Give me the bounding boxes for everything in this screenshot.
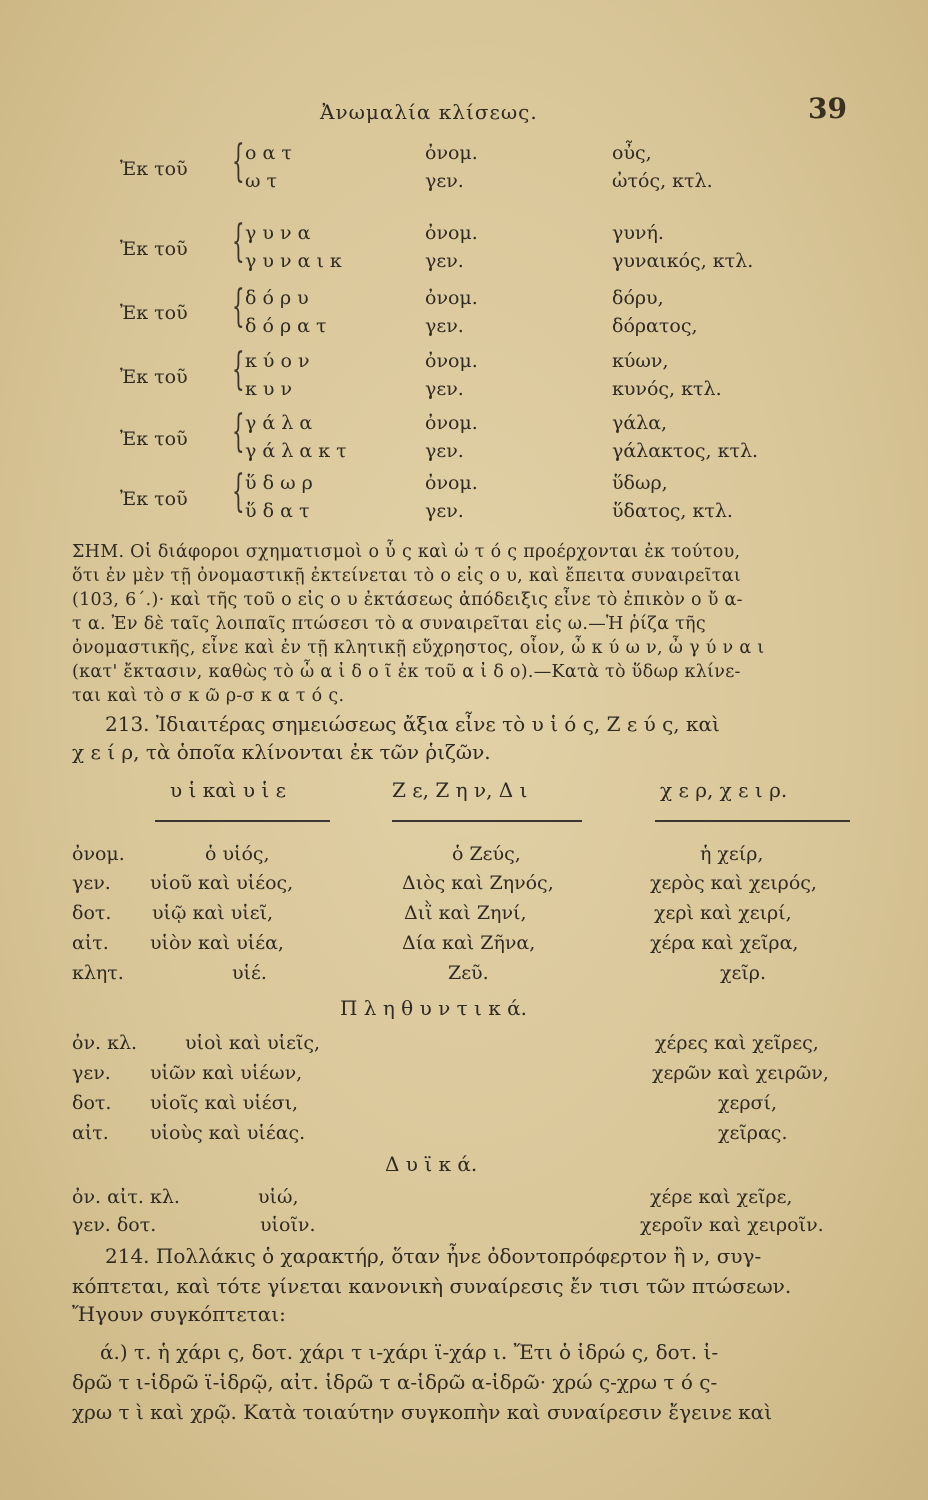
section-214-line: 214. Πολλάκις ὁ χαρακτήρ, ὅταν ἦνε ὀδοντοπρόφερτον ἢ ν, συγ- bbox=[105, 1244, 762, 1268]
form: δόρυ, bbox=[612, 287, 664, 309]
son-form: υἱοὺς καὶ υἱέας. bbox=[150, 1122, 306, 1144]
stem: δ ό ρ υ bbox=[245, 287, 309, 309]
case-label: γεν. bbox=[72, 1062, 111, 1084]
case-label: δοτ. bbox=[72, 1092, 112, 1114]
hand-form: χεῖρας. bbox=[718, 1122, 788, 1144]
zeus-form: Διῒ καὶ Ζηνί, bbox=[404, 902, 527, 924]
stem: κ υ ν bbox=[245, 378, 293, 400]
divider bbox=[655, 820, 850, 822]
case-label: ὀν. αἰτ. κλ. bbox=[72, 1186, 180, 1208]
hand-form: χεροῖν καὶ χειροῖν. bbox=[640, 1214, 824, 1236]
son-form: ὁ υἱός, bbox=[205, 843, 270, 865]
hand-form: χερὶ καὶ χειρί, bbox=[654, 902, 792, 924]
group-source: Ἐκ τοῦ bbox=[120, 238, 188, 260]
divider bbox=[155, 820, 330, 822]
brace: { bbox=[232, 136, 245, 187]
note-line: τ α. Ἐν δὲ ταῖς λοιπαῖς πτώσεσι τὸ α συναιρεῖται εἰς ω.—Ἡ ῥίζα τῆς bbox=[72, 614, 706, 634]
form: ὕδωρ, bbox=[612, 472, 668, 494]
section-214-line: δρῶ τ ι-ἱδρῶ ϊ-ἱδρῷ, αἰτ. ἱδρῶ τ α-ἱδρῶ α-ἱδρῶ· χρώ ς-χρω τ ό ς- bbox=[72, 1370, 718, 1394]
stem: ο α τ bbox=[245, 142, 292, 164]
brace: { bbox=[232, 281, 245, 332]
form: ὕδατος, κτλ. bbox=[612, 500, 733, 522]
plural-title: Π λ η θ υ ν τ ι κ ά. bbox=[340, 996, 527, 1020]
section-214-line: κόπτεται, καὶ τότε γίνεται κανονικὴ συναίρεσις ἔν τισι τῶν πτώσεων. bbox=[72, 1274, 792, 1298]
brace: { bbox=[232, 466, 245, 517]
case-label: κλητ. bbox=[72, 962, 124, 984]
hand-form: χέρα καὶ χεῖρα, bbox=[650, 932, 799, 954]
stem: κ ύ ο ν bbox=[245, 350, 310, 372]
group-source: Ἐκ τοῦ bbox=[120, 158, 188, 180]
form: γάλα, bbox=[612, 412, 668, 434]
hand-form: χερῶν καὶ χειρῶν, bbox=[652, 1062, 829, 1084]
brace: { bbox=[232, 406, 245, 457]
group-source: Ἐκ τοῦ bbox=[120, 366, 188, 388]
brace: { bbox=[232, 216, 245, 267]
case-label: δοτ. bbox=[72, 902, 112, 924]
stem: γ ά λ α bbox=[245, 412, 313, 434]
divider bbox=[392, 820, 582, 822]
son-form: υἱοὶ καὶ υἱεῖς, bbox=[185, 1032, 321, 1054]
section-213-line: 213. Ἰδιαιτέρας σημειώσεως ἄξια εἶνε τὸ υ ἱ ό ς, Ζ ε ύ ς, καὶ bbox=[105, 712, 720, 736]
hand-form: χεῖρ. bbox=[720, 962, 767, 984]
son-form: υἱῶν καὶ υἱέων, bbox=[150, 1062, 303, 1084]
form: γυνή. bbox=[612, 222, 664, 244]
son-form: υἱοῖν. bbox=[260, 1214, 316, 1236]
stem: δ ό ρ α τ bbox=[245, 315, 327, 337]
case-label: γεν. bbox=[425, 378, 464, 400]
column-head-son: υ ἱ καὶ υ ἱ ε bbox=[170, 778, 286, 802]
stem: γ ά λ α κ τ bbox=[245, 440, 347, 462]
group-source: Ἐκ τοῦ bbox=[120, 428, 188, 450]
son-form: υἱώ, bbox=[258, 1186, 299, 1208]
brace: { bbox=[232, 344, 245, 395]
case-label: γεν. bbox=[425, 170, 464, 192]
case-label: ὀν. κλ. bbox=[72, 1032, 138, 1054]
hand-form: χερὸς καὶ χειρός, bbox=[650, 872, 817, 894]
group-source: Ἐκ τοῦ bbox=[120, 302, 188, 324]
running-header: Ἀνωμαλία κλίσεως. bbox=[320, 100, 538, 124]
note-line: ὅτι ἐν μὲν τῇ ὀνομαστικῇ ἐκτείνεται τὸ ο εἰς ο υ, καὶ ἔπειτα συναιρεῖται bbox=[72, 566, 742, 586]
zeus-form: Διὸς καὶ Ζηνός, bbox=[402, 872, 554, 894]
page-number: 39 bbox=[808, 92, 847, 125]
note-line: ΣΗΜ. Οἱ διάφοροι σχηματισμοὶ ο ὖ ς καὶ ὠ τ ό ς προέρχονται ἐκ τούτου, bbox=[72, 542, 741, 562]
zeus-form: ὁ Ζεύς, bbox=[452, 843, 521, 865]
case-label: γεν. δοτ. bbox=[72, 1214, 157, 1236]
note-line: ται καὶ τὸ σ κ ῶ ρ-σ κ α τ ό ς. bbox=[72, 686, 345, 706]
stem: γ υ ν α bbox=[245, 222, 311, 244]
section-214-line: ά.) τ. ἡ χάρι ς, δοτ. χάρι τ ι-χάρι ϊ-χάρ ι. Ἔτι ὁ ἱδρώ ς, δοτ. ἱ- bbox=[100, 1340, 719, 1364]
case-label: γεν. bbox=[425, 250, 464, 272]
form: οὖς, bbox=[612, 142, 652, 164]
stem: γ υ ν α ι κ bbox=[245, 250, 342, 272]
son-form: υἱῷ καὶ υἱεῖ, bbox=[152, 902, 274, 924]
zeus-form: Ζεῦ. bbox=[448, 962, 489, 984]
stem: ω τ bbox=[245, 170, 278, 192]
note-line: (κατ' ἔκτασιν, καθὼς τὸ ὦ α ἰ δ ο ῖ ἐκ τοῦ α ἰ δ ο).—Κατὰ τὸ ὕδωρ κλίνε- bbox=[72, 662, 741, 682]
form: γυναικός, κτλ. bbox=[612, 250, 754, 272]
case-label: αἰτ. bbox=[72, 932, 109, 954]
case-label: γεν. bbox=[425, 315, 464, 337]
form: κύων, bbox=[612, 350, 669, 372]
son-form: υἱέ. bbox=[232, 962, 267, 984]
stem: ὕ δ ω ρ bbox=[245, 472, 313, 494]
case-label: ὀνομ. bbox=[425, 350, 478, 372]
son-form: υἱοῦ καὶ υἱέος, bbox=[150, 872, 294, 894]
case-label: ὀνομ. bbox=[425, 287, 478, 309]
section-214-line: χρω τ ὶ καὶ χρῷ. Κατὰ τοιαύτην συγκοπὴν καὶ συναίρεσιν ἔγεινε καὶ bbox=[72, 1400, 773, 1424]
note-line: (103, 6΄.)· καὶ τῆς τοῦ ο εἰς ο υ ἐκτάσεως ἀπόδειξις εἶνε τὸ ἐπικὸν ο ὔ α- bbox=[72, 590, 743, 610]
zeus-form: Δία καὶ Ζῆνα, bbox=[402, 932, 536, 954]
form: ὠτός, κτλ. bbox=[612, 170, 713, 192]
case-label: αἰτ. bbox=[72, 1122, 109, 1144]
column-head-hand: χ ε ρ, χ ε ι ρ. bbox=[660, 778, 788, 802]
case-label: γεν. bbox=[425, 500, 464, 522]
group-source: Ἐκ τοῦ bbox=[120, 488, 188, 510]
section-214-line: Ἤγουν συγκόπτεται: bbox=[72, 1302, 286, 1326]
hand-form: χερσί, bbox=[718, 1092, 777, 1114]
form: γάλακτος, κτλ. bbox=[612, 440, 759, 462]
column-head-zeus: Ζ ε, Ζ η ν, Δ ι bbox=[392, 778, 528, 802]
dual-title: Δ υ ϊ κ ά. bbox=[385, 1152, 478, 1176]
stem: ὕ δ α τ bbox=[245, 500, 310, 522]
son-form: υἱὸν καὶ υἱέα, bbox=[150, 932, 284, 954]
hand-form: χέρε καὶ χεῖρε, bbox=[650, 1186, 793, 1208]
case-label: ὀνομ. bbox=[425, 412, 478, 434]
hand-form: ἡ χείρ, bbox=[700, 843, 764, 865]
case-label: ὀνομ. bbox=[425, 222, 478, 244]
form: δόρατος, bbox=[612, 315, 698, 337]
case-label: ὀνομ. bbox=[72, 843, 125, 865]
case-label: γεν. bbox=[72, 872, 111, 894]
son-form: υἱοῖς καὶ υἱέσι, bbox=[150, 1092, 299, 1114]
case-label: γεν. bbox=[425, 440, 464, 462]
hand-form: χέρες καὶ χεῖρες, bbox=[655, 1032, 819, 1054]
section-213-line: χ ε ί ρ, τὰ ὁποῖα κλίνονται ἐκ τῶν ῥιζῶν. bbox=[72, 740, 491, 764]
case-label: ὀνομ. bbox=[425, 142, 478, 164]
case-label: ὀνομ. bbox=[425, 472, 478, 494]
note-line: ὀνομαστικῆς, εἶνε καὶ ἐν τῇ κλητικῇ εὔχρηστος, οἷον, ὦ κ ύ ω ν, ὦ γ ύ ν α ι bbox=[72, 638, 765, 658]
form: κυνός, κτλ. bbox=[612, 378, 722, 400]
